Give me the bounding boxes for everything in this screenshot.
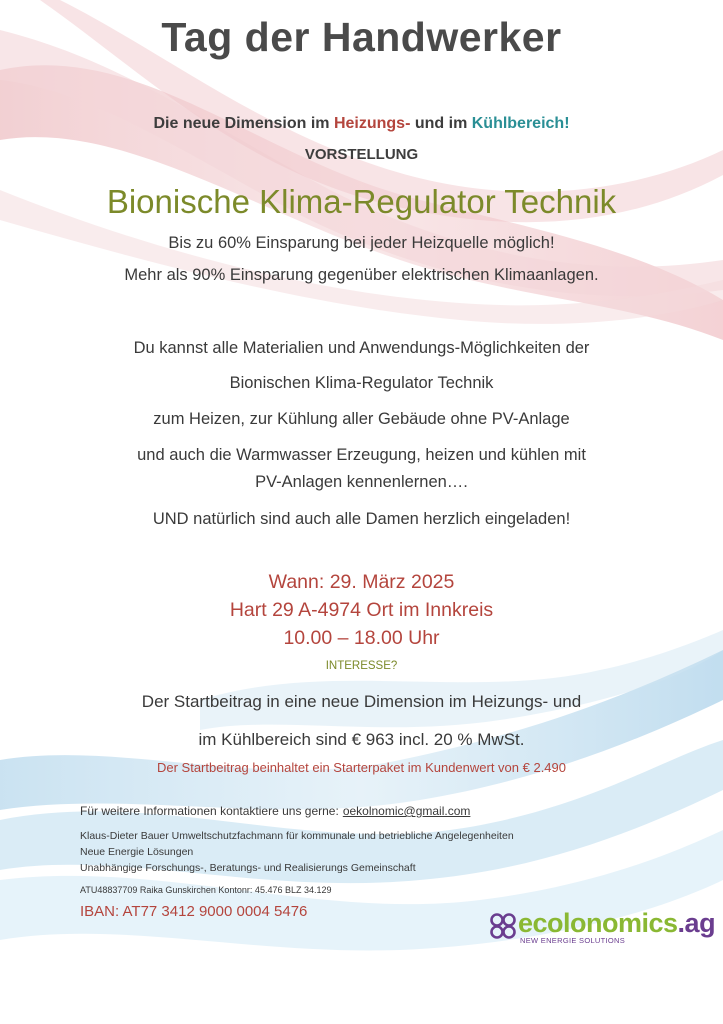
intro-heizung: Heizungs- [333, 115, 411, 132]
paragraph-line: und auch die Warmwasser Erzeugung, heizen und kühlen mit [137, 446, 586, 464]
contact-text: Für weitere Informationen kontaktiere uns gerne: [80, 804, 339, 818]
email-link[interactable]: oekolnomic@gmail.com [342, 804, 471, 818]
logo-wordmark [518, 908, 715, 939]
iban: IBAN: AT77 3412 9000 0004 5476 [80, 903, 308, 920]
info-line: Unabhängige Forschungs-, Beratungs- und Realisierungs Gemeinschaft [80, 862, 416, 874]
intro-text-1: Die neue Dimension im [153, 115, 334, 132]
paragraph-line: Du kannst alle Materialien und Anwendungs-Möglichkeiten der [133, 339, 590, 357]
subline-savings-heating: Bis zu 60% Einsparung bei jeder Heizquelle möglich! [168, 234, 555, 252]
logo-suffix: .ag [677, 908, 716, 938]
label-vorstellung: VORSTELLUNG [304, 146, 419, 163]
intro-kuehl: Kühlbereich! [471, 115, 570, 132]
paragraph-line: Bionischen Klima-Regulator Technik [229, 374, 494, 392]
intro-text-2: und im [410, 115, 472, 132]
info-line: Klaus-Dieter Bauer Umweltschutzfachmann für kommunale und betriebliche Angelegenheiten [80, 830, 514, 842]
event-location: Hart 29 A-4974 Ort im Innkreis [229, 599, 494, 621]
bank-details: ATU48837709 Raika Gunskirchen Kontonr: 45.476 BLZ 34.129 [80, 885, 332, 895]
logo-mark-icon [490, 912, 516, 940]
price-line-3: Der Startbeitrag beinhaltet ein Starterpaket im Kundenwert von € 2.490 [156, 760, 567, 775]
paragraph-line: PV-Anlagen kennenlernen…. [255, 473, 468, 491]
headline: Bionische Klima-Regulator Technik [106, 183, 617, 220]
logo-name: ecolonomics [518, 908, 678, 938]
paragraph-line: zum Heizen, zur Kühlung aller Gebäude ohne PV-Anlage [153, 410, 570, 428]
price-line-2: im Kühlbereich sind € 963 incl. 20 % MwSt. [198, 730, 525, 749]
contact-line [80, 804, 470, 818]
logo-tagline: NEW ENERGIE SOLUTIONS [520, 936, 626, 945]
company-logo [490, 908, 716, 948]
event-time: 10.00 – 18.00 Uhr [283, 627, 440, 649]
event-date: Wann: 29. März 2025 [268, 571, 455, 593]
info-line: Neue Energie Lösungen [80, 846, 194, 858]
price-line-1: Der Startbeitrag in eine neue Dimension im Heizungs- und [141, 692, 582, 711]
interest-label: INTERESSE? [325, 660, 398, 672]
page-title: Tag der Handwerker [161, 14, 562, 60]
subline-savings-cooling: Mehr als 90% Einsparung gegenüber elektrischen Klimaanlagen. [124, 266, 599, 284]
intro-line [0, 115, 723, 133]
paragraph-line: UND natürlich sind auch alle Damen herzlich eingeladen! [152, 510, 571, 528]
